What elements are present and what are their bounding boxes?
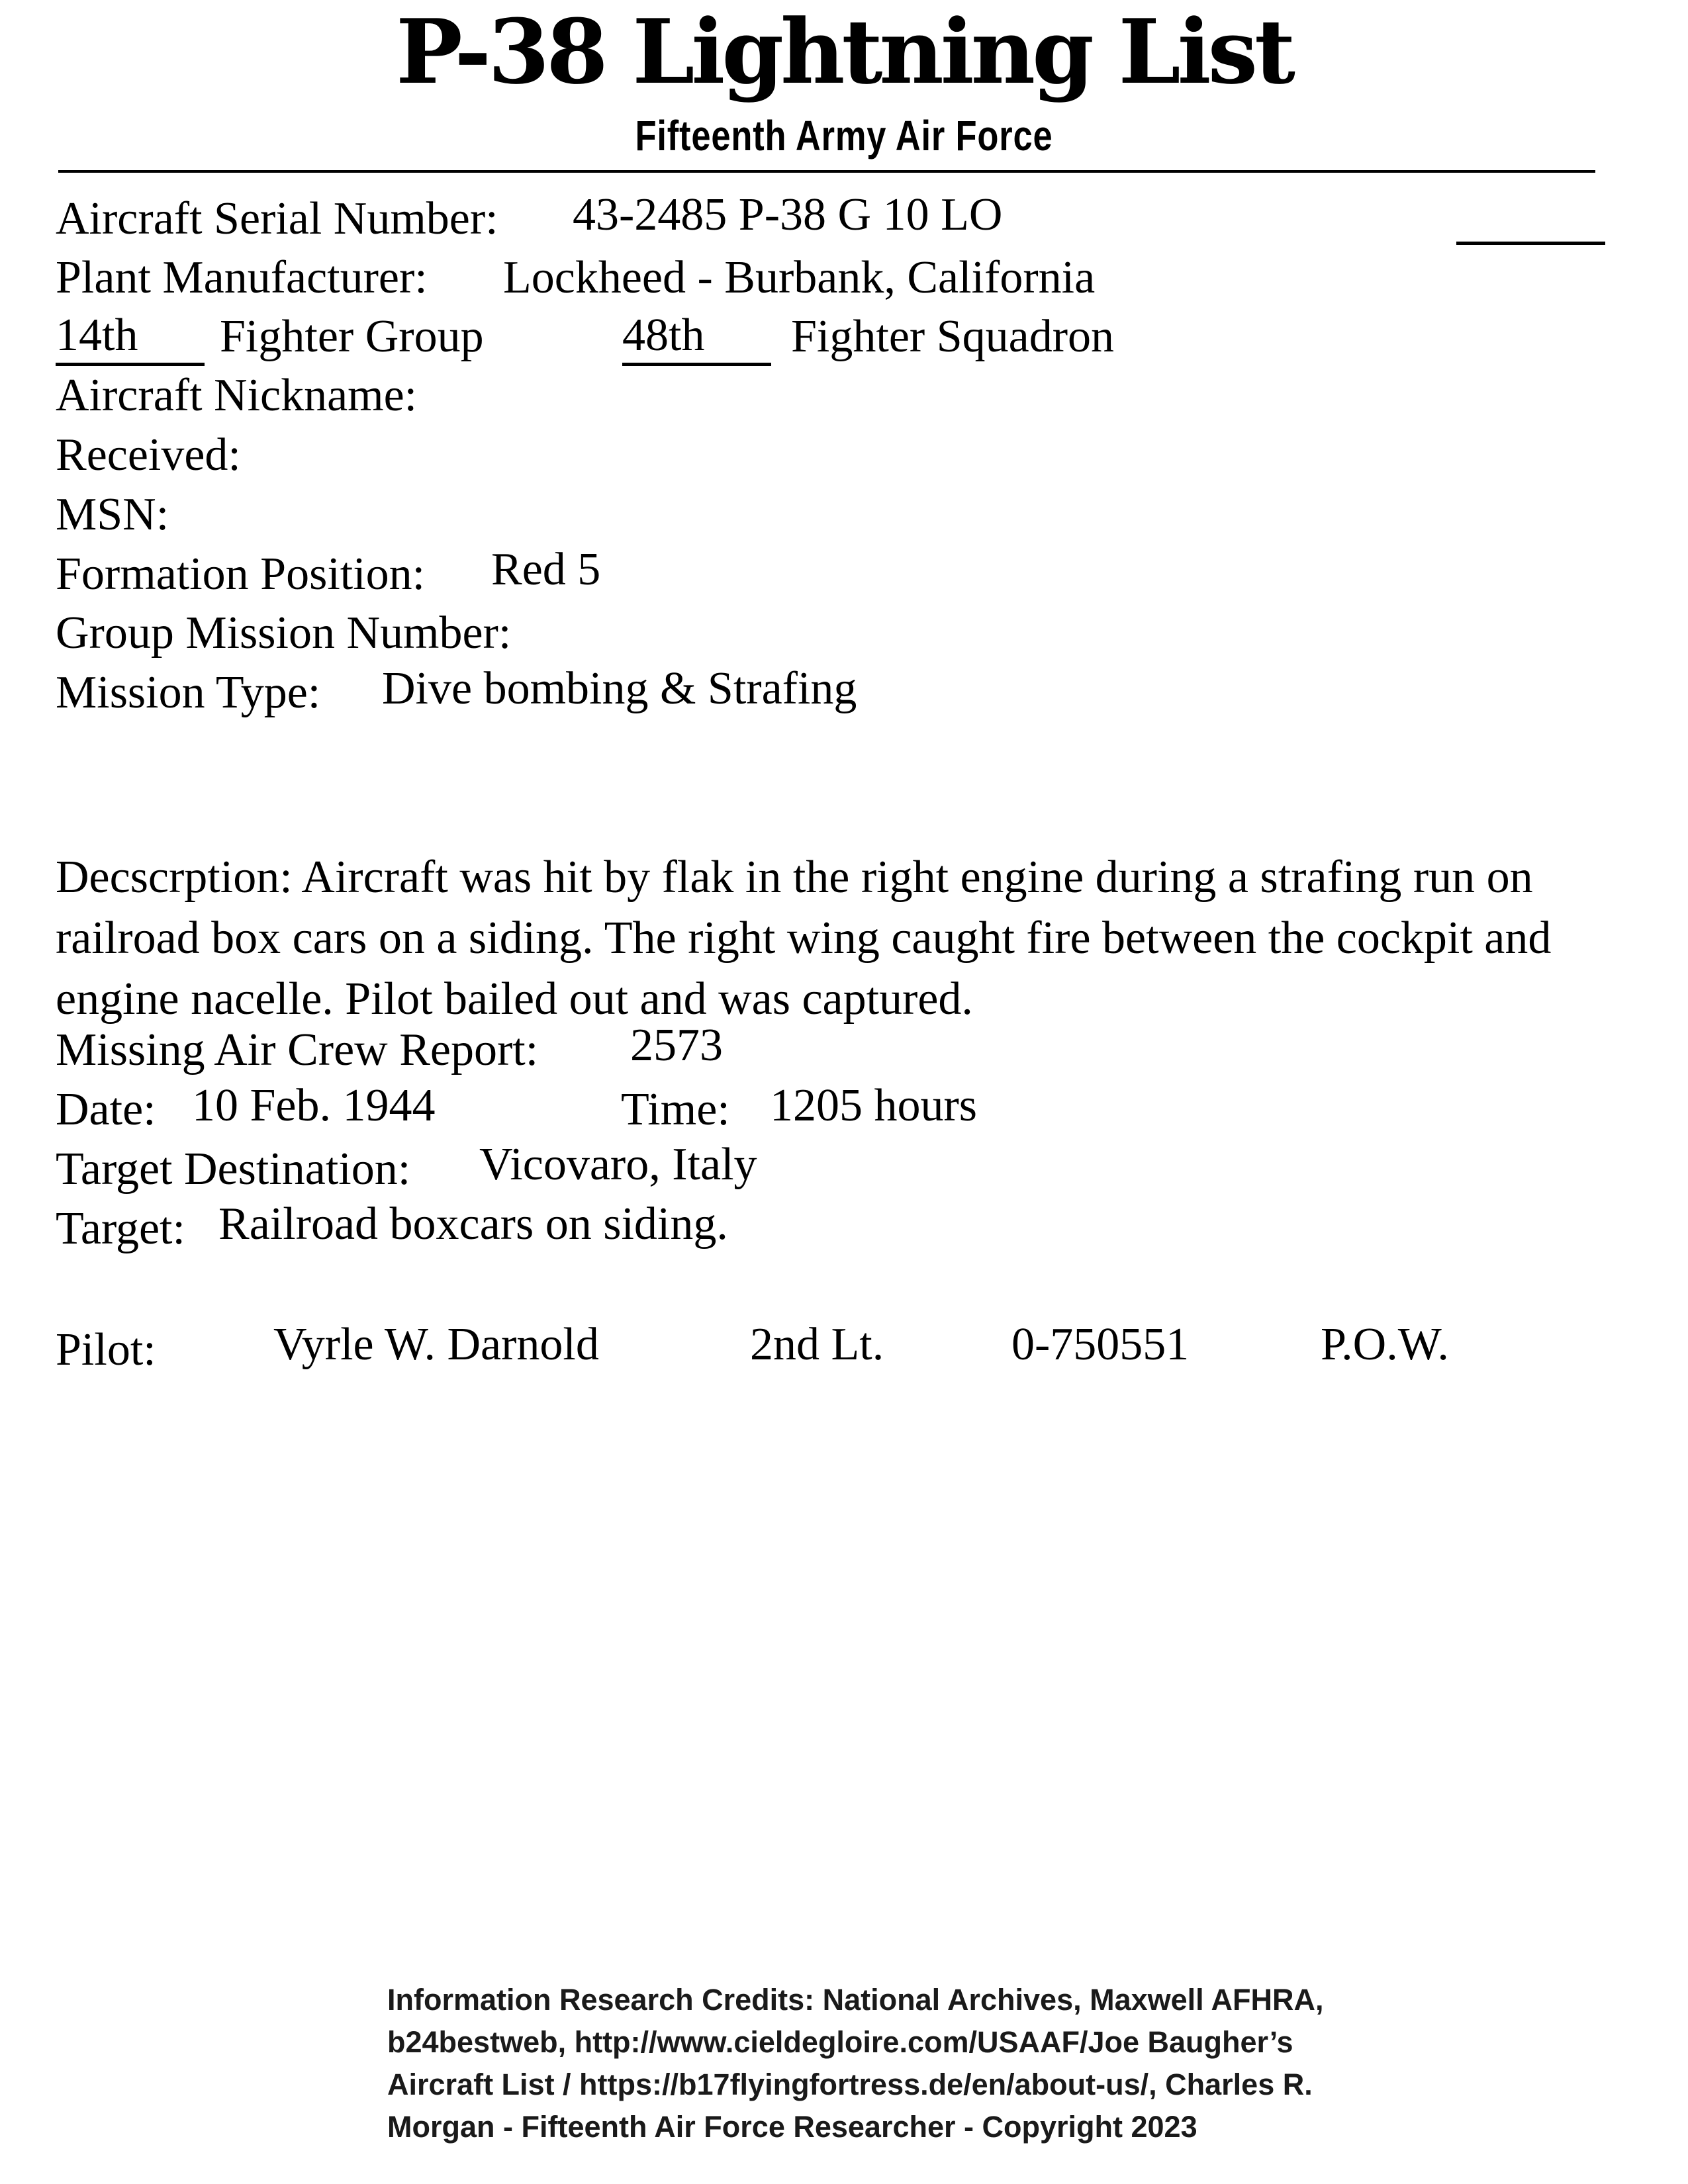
mission-type-value: Dive bombing & Strafing bbox=[382, 663, 857, 714]
macr-value: 2573 bbox=[630, 1020, 723, 1071]
description bbox=[56, 847, 1664, 1030]
group-mission-label: Group Mission Number: bbox=[56, 608, 512, 659]
description-value: Aircraft was hit by flak in the right engine during a strafing run on railroad box cars on a siding. The right wing caught fire between the cockpit and engine nacelle. Pilot bailed out and was captured. bbox=[56, 852, 1552, 1024]
date-value: 10 Feb. 1944 bbox=[192, 1080, 436, 1131]
received-label: Received: bbox=[56, 430, 241, 480]
nickname-label: Aircraft Nickname: bbox=[56, 370, 418, 421]
formation-label: Formation Position: bbox=[56, 549, 426, 600]
page-title: P-38 Lightning List bbox=[396, 0, 1292, 104]
research-credits bbox=[387, 1979, 1380, 2148]
pilot-rank: 2nd Lt. bbox=[750, 1319, 884, 1370]
page-subtitle: Fifteenth Army Air Force bbox=[635, 112, 1053, 159]
credits-line: Aircraft List / https://b17flyingfortress.de/en/about-us/, Charles R. bbox=[387, 2068, 1313, 2101]
pilot-name: Vyrle W. Darnold bbox=[273, 1319, 599, 1370]
squadron-value: 48th bbox=[622, 312, 771, 366]
group-value: 14th bbox=[56, 312, 205, 366]
squadron-label: Fighter Squadron bbox=[791, 311, 1115, 362]
manufacturer-label: Plant Manufacturer: bbox=[56, 252, 428, 303]
squadron-number bbox=[622, 312, 771, 366]
manufacturer-value: Lockheed - Burbank, California bbox=[503, 252, 1096, 303]
macr-label: Missing Air Crew Report: bbox=[56, 1024, 539, 1075]
credits-line: b24bestweb, http://www.cieldegloire.com/USAAF/Joe Baugher’s bbox=[387, 2025, 1293, 2059]
mission-type-label: Mission Type: bbox=[56, 667, 321, 718]
credits-line: Morgan - Fifteenth Air Force Researcher - Copyright 2023 bbox=[387, 2110, 1197, 2144]
target-destination-value: Vicovaro, Italy bbox=[479, 1139, 757, 1190]
header-divider bbox=[58, 170, 1595, 173]
serial-label: Aircraft Serial Number: bbox=[56, 193, 498, 244]
group-label: Fighter Group bbox=[220, 311, 484, 362]
serial-value: 43-2485 P-38 G 10 LO bbox=[573, 189, 1003, 240]
blank-line bbox=[1456, 242, 1605, 245]
credits-line: Information Research Credits: National Archives, Maxwell AFHRA, bbox=[387, 1983, 1324, 2017]
formation-value: Red 5 bbox=[491, 544, 601, 595]
target-label: Target: bbox=[56, 1203, 185, 1254]
target-value: Railroad boxcars on siding. bbox=[218, 1199, 728, 1250]
time-value: 1205 hours bbox=[770, 1080, 978, 1131]
target-destination-label: Target Destination: bbox=[56, 1144, 411, 1195]
msn-label: MSN: bbox=[56, 489, 169, 540]
pilot-label: Pilot: bbox=[56, 1324, 156, 1375]
group-number bbox=[56, 312, 205, 366]
pilot-serial: 0-750551 bbox=[1011, 1319, 1190, 1370]
description-label: Decscrption: bbox=[56, 852, 293, 903]
date-label: Date: bbox=[56, 1084, 156, 1135]
pilot-status: P.O.W. bbox=[1321, 1319, 1449, 1370]
time-label: Time: bbox=[621, 1084, 730, 1135]
